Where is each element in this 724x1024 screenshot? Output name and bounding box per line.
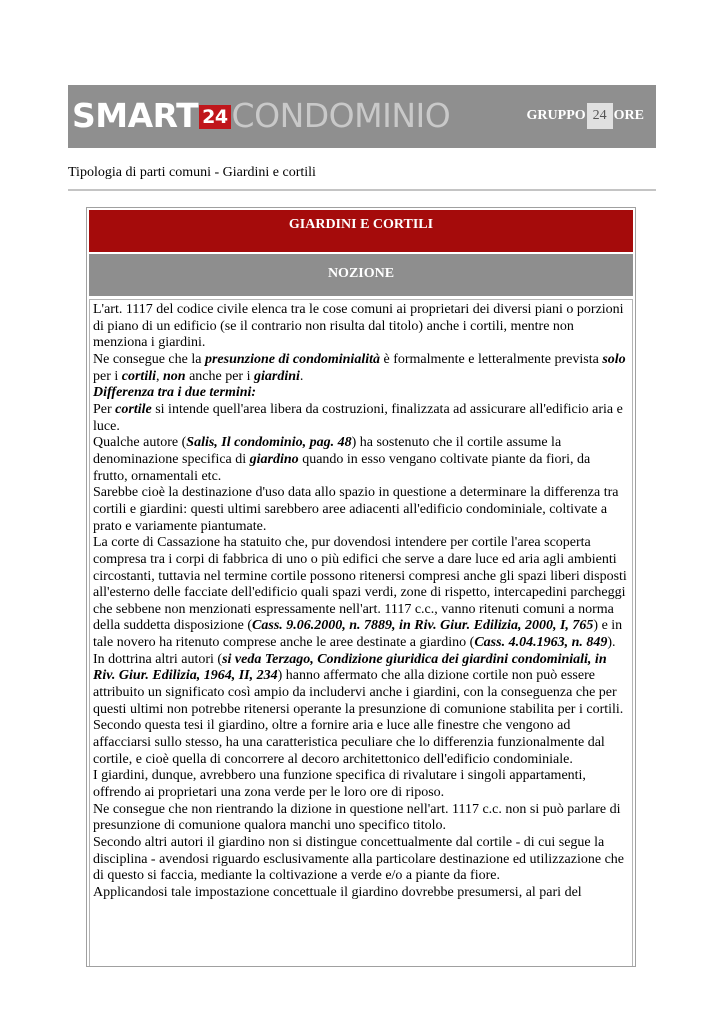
emphasis-text: giardini bbox=[254, 368, 300, 384]
emphasis-text: Differenza tra i due termini: bbox=[93, 385, 257, 401]
logo-condominio-text: CONDOMINIO bbox=[231, 96, 451, 135]
paragraph-7 bbox=[93, 535, 628, 652]
paragraph-10: I giardini, dunque, avrebbero una funzione specifica di rivalutare i singoli appartamenti, offrendo ai proprietari una zona verde per le loro ore di riposo. bbox=[93, 768, 586, 801]
content-table bbox=[86, 207, 636, 967]
gruppo-24-badge: 24 bbox=[587, 103, 613, 129]
smart24-condominio-logo bbox=[72, 95, 450, 137]
text-run: ) ha sostenuto che il cortile assume la denominazione specifica di bbox=[93, 435, 562, 467]
citation-text: Cass. 9.06.2000, n. 7889, in Riv. Giur. Edilizia, 2000, I, 765 bbox=[252, 618, 594, 634]
text-run: Ne consegue che la bbox=[93, 351, 205, 367]
emphasis-text: presunzione di condominialità bbox=[204, 351, 380, 367]
paragraph-13: Applicandosi tale impostazione concettuale il giardino dovrebbe presumersi, al pari del bbox=[93, 884, 582, 900]
text-run: ). bbox=[607, 635, 616, 651]
page-subtitle: Tipologia di parti comuni - Giardini e cortili bbox=[68, 165, 316, 180]
article-body bbox=[89, 299, 633, 967]
paragraph-9: Secondo questa tesi il giardino, oltre a fornire aria e luce alle finestre che vengono ad affacciarsi sullo stesso, ha una caratteristica peculiare che lo differenzia funzionalmente dal cortile, e cioè quella di concorrere al decoro architettonico dell'edificio condominiale. bbox=[93, 718, 605, 767]
text-run: Qualche autore ( bbox=[93, 435, 187, 451]
paragraph-2 bbox=[93, 352, 628, 385]
text-run: ) e in tale novero ha ritenuto comprese anche le aree destinate a giardino ( bbox=[93, 618, 623, 651]
gruppo-24-ore-logo bbox=[527, 103, 644, 129]
paragraph-6: Sarebbe cioè la destinazione d'uso data allo spazio in questione a determinare la differenza tra cortili e giardini: questi ultimi sarebbero aree adiacenti all'edificio condominiale, coltivate a prato e variamente piantumate. bbox=[93, 485, 619, 534]
header-banner bbox=[68, 85, 656, 148]
text-run: è formalmente e letteralmente prevista bbox=[380, 351, 603, 367]
emphasis-text: cortile bbox=[115, 401, 152, 417]
paragraph-11: Ne consegue che non rientrando la dizione in questione nell'art. 1117 c.c. non si può parlare di presunzione di comunione qualora manchi uno specifico titolo. bbox=[93, 801, 621, 834]
text-run: anche per i bbox=[185, 368, 254, 384]
emphasis-text: solo bbox=[602, 351, 626, 367]
paragraph-4 bbox=[93, 402, 628, 435]
text-run: , bbox=[156, 368, 163, 384]
ore-text: ORE bbox=[613, 108, 644, 124]
text-run: si intende quell'area libera da costruzioni, finalizzata ad assicurare all'edificio aria e luce. bbox=[93, 401, 623, 434]
text-run: In dottrina altri autori ( bbox=[93, 651, 223, 667]
paragraph-12: Secondo altri autori il giardino non si distingue concettualmente dal cortile - di cui segue la disciplina - avendosi riguardo esclusivamente alla particolare destinazione ed utilizzazione che di questo si faccia, mediante la coltivazione a verde e/o a piante da fiore. bbox=[93, 835, 625, 884]
text-run: Per bbox=[93, 401, 116, 417]
emphasis-text: cortili bbox=[121, 368, 156, 384]
text-run: per i bbox=[93, 368, 122, 384]
logo-24-badge: 24 bbox=[199, 105, 230, 129]
text-run: La corte di Cassazione ha statuito che, pur dovendosi intendere per cortile l'area scoperta compresa tra i corpi di fabbrica di uno o più edifici che serve a dare luce ed aria agli ambienti circostanti, tuttavia nel termine cortile possono ritenersi compresi anche gli spazi liberi disposti all'esterno delle facciate dell'edificio quali spazi verdi, zone di rispetto, intercapedini parcheggi che sebbene non menzionati espressamente nell'art. 1117 c.c., vanno ritenuti comuni a norma della suddetta disposizione ( bbox=[93, 535, 627, 634]
paragraph-8 bbox=[93, 652, 628, 719]
text-run: quando in esso vengano coltivate piante da fiori, da frutto, ornamentali etc. bbox=[93, 451, 591, 484]
paragraph-1: L'art. 1117 del codice civile elenca tra le cose comuni ai proprietari dei diversi piani o porzioni di piano di un edificio (se il contrario non risulta dal titolo) anche i cortili, mentre non menziona i giardini. bbox=[93, 302, 624, 351]
logo-smart-text: SMART bbox=[72, 96, 199, 135]
gruppo-text: GRUPPO bbox=[526, 108, 586, 124]
citation-text: Cass. 4.04.1963, n. 849 bbox=[474, 635, 608, 651]
citation-text: si veda Terzago, Condizione giuridica dei giardini condominiali, in Riv. Giur. Edilizia, 1964, II, 234 bbox=[93, 651, 607, 684]
paragraph-3-heading bbox=[93, 385, 628, 402]
emphasis-text: Salis, Il condominio, pag. 48 bbox=[186, 435, 352, 451]
section-title: GIARDINI E CORTILI bbox=[89, 210, 633, 252]
text-run: ) hanno affermato che alla dizione cortile non può essere attribuito un significato così ampio da includervi anche i giardini, con la conseguenza che per questi ultimi non potrebbe ritenersi operante la presunzione di comunione stabilita per i cortili. bbox=[93, 668, 624, 717]
text-run: . bbox=[299, 368, 304, 384]
header-divider bbox=[68, 189, 656, 191]
emphasis-text: non bbox=[163, 368, 186, 384]
emphasis-text: giardino bbox=[249, 451, 299, 467]
paragraph-5 bbox=[93, 435, 628, 485]
section-subtitle: NOZIONE bbox=[89, 254, 633, 296]
